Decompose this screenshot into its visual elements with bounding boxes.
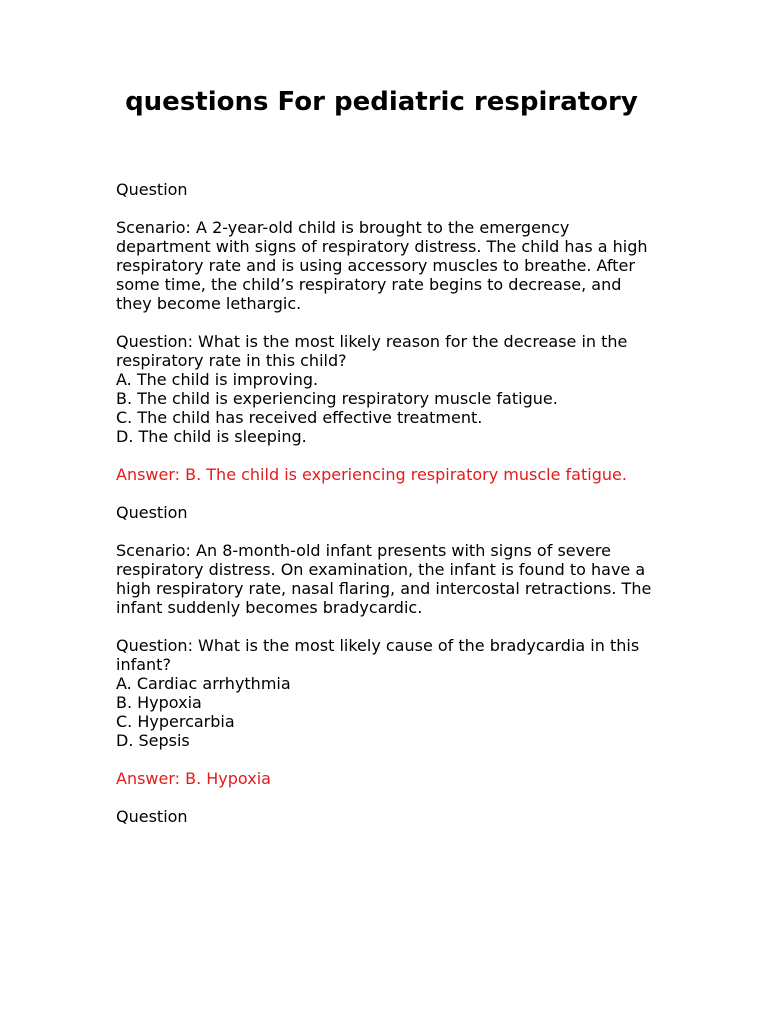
option-b: B. The child is experiencing respiratory muscle fatigue. bbox=[116, 389, 558, 408]
option-d: D. Sepsis bbox=[116, 731, 190, 750]
answer-text: Answer: B. Hypoxia bbox=[116, 769, 271, 788]
question-heading: Question bbox=[116, 180, 188, 199]
question-block-1 bbox=[116, 180, 661, 484]
option-c: C. The child has received effective treatment. bbox=[116, 408, 483, 427]
question-scenario: Scenario: A 2-year-old child is brought to the emergency department with signs of respiratory distress. The child has a high respiratory rate and is using accessory muscles to breathe. After some time, the child’s respiratory rate begins to decrease, and they become lethargic. bbox=[116, 218, 648, 313]
option-a: A. The child is improving. bbox=[116, 370, 319, 389]
option-c: C. Hypercarbia bbox=[116, 712, 235, 731]
document-content bbox=[116, 86, 661, 826]
options-list bbox=[116, 370, 661, 446]
question-block-2 bbox=[116, 503, 661, 788]
document-title: questions For pediatric respiratory bbox=[116, 87, 638, 117]
options-list bbox=[116, 674, 661, 750]
question-prompt: Question: What is the most likely reason for the decrease in the respiratory rate in this child? bbox=[116, 332, 628, 370]
question-heading: Question bbox=[116, 503, 188, 522]
question-prompt: Question: What is the most likely cause of the bradycardia in this infant? bbox=[116, 636, 640, 674]
option-b: B. Hypoxia bbox=[116, 693, 202, 712]
answer-text: Answer: B. The child is experiencing respiratory muscle fatigue. bbox=[116, 465, 627, 484]
option-a: A. Cardiac arrhythmia bbox=[116, 674, 291, 693]
option-d: D. The child is sleeping. bbox=[116, 427, 307, 446]
question-scenario: Scenario: An 8-month-old infant presents with signs of severe respiratory distress. On examination, the infant is found to have a high respiratory rate, nasal flaring, and intercostal retractions. The infant suddenly becomes bradycardic. bbox=[116, 541, 652, 617]
question-heading-next: Question bbox=[116, 807, 188, 826]
